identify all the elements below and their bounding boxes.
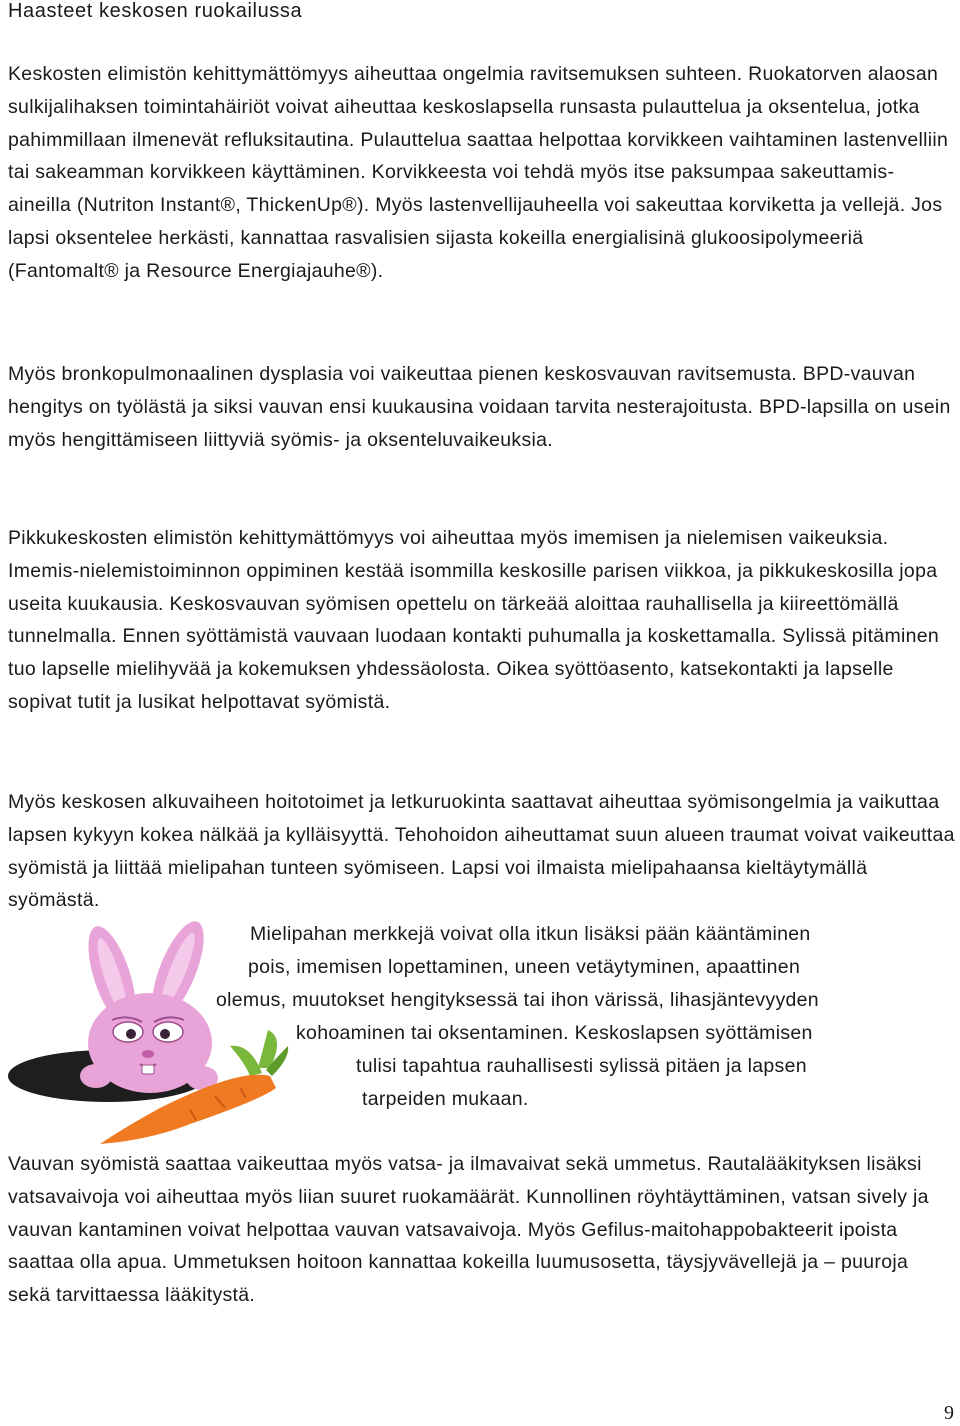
distress-line: olemus, muutokset hengityksessä tai ihon värissä, lihasjäntevyyden bbox=[216, 989, 819, 1011]
paragraph-reflux: Keskosten elimistön kehittymättömyys aiheuttaa ongelmia ravitsemuksen suhteen. Ruokatorven alaosan sulkijalihaksen toimintahäiriöt voivat aiheuttaa keskoslapsella runsasta pulauttelua ja oksentelua, jotka pahimmillaan ilmenevät refluksitautina. Pulauttelua saattaa helpottaa korvikkeen vaihtaminen lastenvelliin tai sakeamman korvikkeen käyttäminen. Korvikkeesta voi tehdä myös itse paksumpaa sakeuttamis-aineilla (Nutriton Instant®, ThickenUp®). Myös lastenvellijauheella voi sakeuttaa korviketta ja vellejä. Jos lapsi oksentelee herkästi, kannattaa rasvalisien sijasta kokeilla energialisinä glukoosipolymeeriä (Fantomalt® ja Resource Energiajauhe®). bbox=[8, 63, 949, 282]
paragraph-bpd: Myös bronkopulmonaalinen dysplasia voi vaikeuttaa pienen keskosvauvan ravitsemusta. BPD-vauvan hengitys on työlästä ja siksi vauvan ensi kuukausina voidaan tarvita nesterajoitusta. BPD-lapsilla on usein myös hengittämiseen liittyviä syömis- ja oksenteluvaikeuksia. bbox=[8, 363, 951, 451]
paragraph-digestion: Vauvan syömistä saattaa vaikeuttaa myös vatsa- ja ilmavaivat sekä ummetus. Rautalääkityksen lisäksi vatsavaivoja voi aiheuttaa myös liian suuret ruokamäärät. Kunnollinen röyhtäyttäminen, vatsan sively ja vauvan kantaminen voivat helpottaa vauvan vatsavaivoja. Myös Gefilus-maitohappobakteerit ipoista saattaa olla apua. Ummetuksen hoitoon kannattaa kokeilla luumusosetta, täysjyvävellejä ja – puuroja sekä tarvittaessa lääkitystä. bbox=[8, 1153, 929, 1307]
distress-line: tarpeiden mukaan. bbox=[362, 1088, 529, 1110]
paragraph-sucking-swallowing: Pikkukeskosten elimistön kehittymättömyys voi aiheuttaa myös imemisen ja nielemisen vaikeuksia. Imemis-nielemistoiminnon oppiminen kestää isommilla keskosille parisen viikkoa, ja pikkukeskosilla jopa useita kuukausia. Keskosvauvan syömisen opettelu on tärkeää aloittaa rauhallisella ja kiireettömällä tunnelmalla. Ennen syöttämistä vauvaan luodaan kontakti puhumalla ja koskettamalla. Sylissä pitäminen tuo lapselle mielihyvää ja kokemuksen yhdessäolosta. Oikea syöttöasento, katsekontakti ja lapselle sopivat tutit ja lusikat helpottavat syömistä. bbox=[8, 527, 940, 713]
paragraph-early-care: Myös keskosen alkuvaiheen hoitotoimet ja letkuruokinta saattavat aiheuttaa syömisongelmia ja vaikuttaa lapsen kykyyn kokea nälkää ja kylläisyyttä. Tehohoidon aiheuttamat suun alueen traumat voivat vaikeuttaa syömistä ja liittää mielipahan tunteen syömiseen. Lapsi voi ilmaista mielipahaansa kieltäytymällä syömästä. bbox=[8, 791, 955, 912]
distress-line: pois, imemisen lopettaminen, uneen vetäytyminen, apaattinen bbox=[248, 956, 801, 978]
bunny-with-carrot-icon bbox=[0, 918, 290, 1148]
page-number: 9 bbox=[944, 1402, 954, 1424]
page-heading: Haasteet keskosen ruokailussa bbox=[8, 0, 303, 22]
distress-line: kohoaminen tai oksentaminen. Keskoslapsen syöttämisen bbox=[296, 1022, 813, 1044]
distress-line: Mielipahan merkkejä voivat olla itkun lisäksi pään kääntäminen bbox=[250, 923, 811, 945]
distress-line: tulisi tapahtua rauhallisesti sylissä pitäen ja lapsen bbox=[356, 1055, 807, 1077]
